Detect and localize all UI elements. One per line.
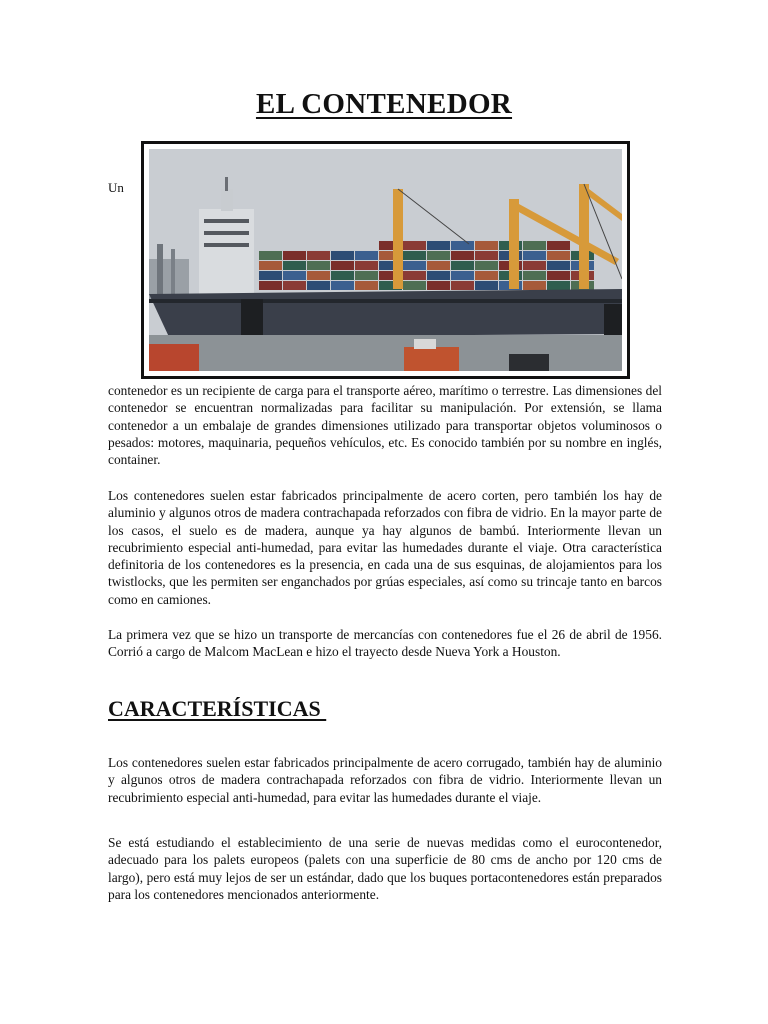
container-box <box>355 251 378 260</box>
container-box <box>355 271 378 280</box>
container-box <box>283 271 306 280</box>
container-box <box>259 271 282 280</box>
container-box <box>331 281 354 290</box>
container-box <box>331 261 354 270</box>
page-title: EL CONTENEDOR <box>255 88 513 120</box>
container-box <box>451 281 474 290</box>
ship-hull <box>149 289 622 337</box>
paragraph-characteristics-2: Se está estudiando el establecimiento de una serie de nuevas medidas como el eurocontenedor, adecuado para los palets europeos (palets con una superficie de 80 cms de ancho por 120 cms de largo), pero está muy lejos de ser un estándar, dado que los buques portacontenedores están preparados para los contenedores mencionados anteriormente. <box>108 835 662 902</box>
container-box <box>307 251 330 260</box>
container-box <box>475 261 498 270</box>
container-box <box>403 271 426 280</box>
container-box <box>259 281 282 290</box>
container-box <box>331 271 354 280</box>
container-box <box>403 261 426 270</box>
water <box>149 335 622 371</box>
container-box <box>475 251 498 260</box>
container-box <box>331 251 354 260</box>
container-box <box>523 251 546 260</box>
container-box <box>427 271 450 280</box>
container-box <box>475 241 498 250</box>
paragraph-history: La primera vez que se hizo un transporte de mercancías con contenedores fue el 26 de abril de 1956. Corrió a cargo de Malcom MacLean e hizo el trayecto desde Nueva York a Houston. <box>108 627 662 660</box>
paragraph-characteristics-1: Los contenedores suelen estar fabricados principalmente de acero corrugado, también hay de aluminio y algunos otros de madera contrachapada reforzados con fibra de vidrio. Interiormente llevan un recubrimiento especial anti-humedad, para evitar las humedades durante el viaje. <box>108 755 662 805</box>
container-box <box>547 271 570 280</box>
container-box <box>283 251 306 260</box>
container-box <box>523 271 546 280</box>
container-box <box>523 281 546 290</box>
container-box <box>523 261 546 270</box>
container-box <box>307 271 330 280</box>
container-box <box>427 281 450 290</box>
container-box <box>547 251 570 260</box>
container-box <box>403 281 426 290</box>
container-box <box>451 271 474 280</box>
section-heading-caracteristicas: CARACTERÍSTICAS <box>108 696 327 721</box>
container-box <box>259 261 282 270</box>
container-box <box>427 261 450 270</box>
container-box <box>259 251 282 260</box>
container-box <box>403 251 426 260</box>
container-box <box>547 261 570 270</box>
container-box <box>283 261 306 270</box>
container-box <box>475 281 498 290</box>
container-box <box>547 281 570 290</box>
container-ship-photo <box>141 141 630 379</box>
container-box <box>451 241 474 250</box>
container-box <box>355 261 378 270</box>
container-box <box>475 271 498 280</box>
paragraph-intro: contenedor es un recipiente de carga para el transporte aéreo, marítimo o terrestre. Las dimensiones del contenedor se encuentran normalizadas para facilitar su manipulación. Por extensión, se llama contenedor a un embalaje de grandes dimensiones utilizado para transportar objetos voluminosos o pesados: motores, maquinaria, pequeños vehículos, etc. Es conocido también por su nombre en inglés, container. <box>108 383 662 468</box>
container-box <box>355 281 378 290</box>
container-box <box>451 261 474 270</box>
container-box <box>307 261 330 270</box>
paragraph-materials: Los contenedores suelen estar fabricados principalmente de acero corten, pero también los hay de aluminio y algunos otros de madera contrachapada reforzados con fibra de vidrio. En la mayor parte de los casos, el suelo es de madera, aunque ya hay algunos de bambú. Interiormente llevan un recubrimiento especial anti-humedad, para evitar las humedades durante el viaje. Otra característica definitoria de los contenedores es la presencia, en cada una de sus esquinas, de alojamientos para los twistlocks, que les permiten ser enganchados por grúas especiales, así como su trincaje tanto en barcos como en camiones. <box>108 488 662 607</box>
container-box <box>283 281 306 290</box>
container-box <box>403 241 426 250</box>
container-ship-image <box>149 149 622 371</box>
container-box <box>451 251 474 260</box>
lead-word: Un <box>108 180 124 195</box>
container-box <box>523 241 546 250</box>
container-box <box>427 251 450 260</box>
container-box <box>307 281 330 290</box>
container-box <box>547 241 570 250</box>
container-box <box>427 241 450 250</box>
